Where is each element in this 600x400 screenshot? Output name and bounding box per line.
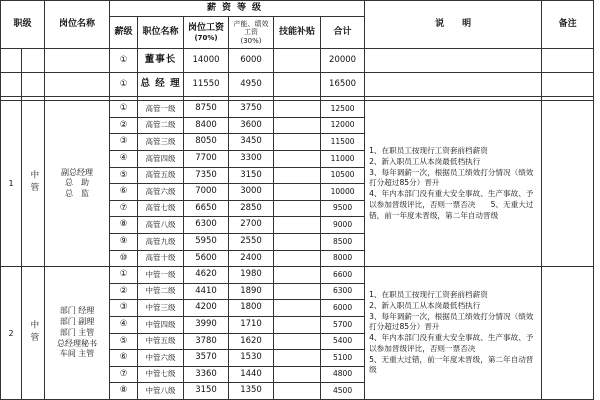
- job-title-cell: 中管三级: [138, 300, 184, 317]
- grade-cell: ①: [110, 49, 138, 73]
- job-title-cell: 高管一级: [138, 101, 184, 118]
- perf-wage-cell: 3750: [229, 101, 274, 118]
- base-wage-cell: 3150: [184, 383, 229, 400]
- grade-cell: ①: [110, 73, 138, 97]
- table-row-chairman: [1, 49, 594, 73]
- description-item: 4、年内本部门没有重大安全事故、生产事故、予以参加晋级评比，否则一票否决 5、无重大过错，前一年度未晋级，第二年自动晋级: [369, 189, 534, 220]
- perf-wage-cell: 1620: [229, 333, 274, 350]
- total-cell: 10000: [321, 184, 365, 201]
- remarks-cell-empty: [542, 49, 594, 73]
- base-wage-cell: 5950: [184, 234, 229, 251]
- perf-wage-label-2: 工资: [244, 28, 259, 37]
- position-cell-empty: [45, 49, 110, 73]
- grade-cell: ⑩: [110, 250, 138, 267]
- total-cell: 20000: [321, 49, 365, 73]
- perf-wage-cell: 1350: [229, 383, 274, 400]
- remarks-cell: [542, 267, 594, 400]
- col-header-position: 岗位名称: [45, 1, 110, 49]
- base-wage-label: 岗位工资: [188, 23, 225, 34]
- grade-cell: ①: [110, 101, 138, 118]
- perf-wage-cell: 6000: [229, 49, 274, 73]
- total-cell: 11500: [321, 134, 365, 151]
- grade-cell: ⑥: [110, 350, 138, 367]
- position-names-cell: [45, 101, 110, 267]
- section-middle-management: [1, 267, 594, 400]
- remarks-cell: [542, 101, 594, 267]
- base-wage-cell: 7700: [184, 151, 229, 168]
- job-title-cell: 高管五级: [138, 167, 184, 184]
- col-header-base-wage: [184, 17, 229, 49]
- job-title-cell: 中管七级: [138, 366, 184, 383]
- level-number-cell: 1: [1, 101, 22, 267]
- skill-allowance-cell: [274, 383, 321, 400]
- description-item: 2、新入职员工从本岗最低档执行: [369, 300, 481, 310]
- job-title-cell: 董事长: [138, 49, 184, 73]
- description-item: 2、新入职员工从本岗最低档执行: [369, 156, 481, 166]
- description-item: 3、每年调薪一次，根据员工绩效打分情况（绩效打分超过85分）晋升: [369, 311, 534, 332]
- skill-allowance-cell: [274, 250, 321, 267]
- job-title-cell: 高管九级: [138, 234, 184, 251]
- grade-cell: ⑨: [110, 234, 138, 251]
- col-header-skill-allowance: 技能补贴: [274, 17, 321, 49]
- total-cell: 6000: [321, 300, 365, 317]
- total-cell: 5100: [321, 350, 365, 367]
- base-wage-cell: 4410: [184, 283, 229, 300]
- perf-wage-cell: 3450: [229, 134, 274, 151]
- category-cell: [22, 267, 45, 400]
- skill-allowance-cell: [274, 267, 321, 284]
- skill-allowance-cell: [274, 134, 321, 151]
- perf-wage-cell: 3150: [229, 167, 274, 184]
- description-item: 1、在职员工按现行工资套前档薪资: [369, 289, 488, 299]
- grade-cell: ⑧: [110, 383, 138, 400]
- col-header-total: 合计: [321, 17, 365, 49]
- position-names-cell: [45, 267, 110, 400]
- total-cell: 8000: [321, 250, 365, 267]
- total-cell: 6300: [321, 283, 365, 300]
- job-title-cell: 高管三级: [138, 134, 184, 151]
- position-name: 总 助: [65, 178, 90, 188]
- total-cell: 16500: [321, 73, 365, 97]
- skill-allowance-cell: [274, 49, 321, 73]
- skill-allowance-cell: [274, 101, 321, 118]
- base-wage-cell: 8750: [184, 101, 229, 118]
- perf-wage-cell: 1980: [229, 267, 274, 284]
- category-cell-empty: [22, 73, 45, 97]
- grade-cell: ⑥: [110, 184, 138, 201]
- base-wage-cell: 3360: [184, 366, 229, 383]
- grade-cell: ③: [110, 134, 138, 151]
- skill-allowance-cell: [274, 317, 321, 334]
- grade-cell: ③: [110, 300, 138, 317]
- grade-cell: ⑦: [110, 200, 138, 217]
- position-name: 部门 副理: [59, 316, 95, 326]
- position-name: 部门 主管: [59, 327, 95, 337]
- total-cell: 11000: [321, 151, 365, 168]
- grade-cell: ②: [110, 283, 138, 300]
- skill-allowance-cell: [274, 73, 321, 97]
- col-header-grade: 薪级: [110, 17, 138, 49]
- total-cell: 9000: [321, 217, 365, 234]
- job-title-cell: 高管七级: [138, 200, 184, 217]
- description-cell: [365, 101, 542, 267]
- position-name: 总经理秘书: [57, 338, 98, 348]
- perf-wage-cell: 2850: [229, 200, 274, 217]
- perf-wage-cell: 4950: [229, 73, 274, 97]
- skill-allowance-cell: [274, 167, 321, 184]
- base-wage-cell: 8050: [184, 134, 229, 151]
- position-name: 副总经理: [61, 167, 94, 177]
- base-wage-percent: (70%): [194, 33, 218, 42]
- position-cell-empty: [45, 73, 110, 97]
- job-title-cell: 高管六级: [138, 184, 184, 201]
- job-title-cell: 高管二级: [138, 117, 184, 134]
- skill-allowance-cell: [274, 350, 321, 367]
- skill-allowance-cell: [274, 283, 321, 300]
- perf-wage-cell: 2700: [229, 217, 274, 234]
- total-cell: 6600: [321, 267, 365, 284]
- perf-wage-cell: 1530: [229, 350, 274, 367]
- salary-grade-title: 薪资等级: [110, 1, 365, 17]
- grade-cell: ⑤: [110, 333, 138, 350]
- skill-allowance-cell: [274, 333, 321, 350]
- level-number-cell: 2: [1, 267, 22, 400]
- job-title-cell: 中管六级: [138, 350, 184, 367]
- perf-wage-cell: 3300: [229, 151, 274, 168]
- base-wage-cell: 7000: [184, 184, 229, 201]
- skill-allowance-cell: [274, 217, 321, 234]
- skill-allowance-cell: [274, 117, 321, 134]
- perf-wage-percent: (30%): [240, 36, 262, 45]
- grade-cell: ④: [110, 317, 138, 334]
- skill-allowance-cell: [274, 234, 321, 251]
- job-title-cell: 高管四级: [138, 151, 184, 168]
- perf-wage-cell: 1440: [229, 366, 274, 383]
- category-label: 中管: [28, 170, 39, 196]
- col-header-remarks: 备注: [542, 1, 594, 49]
- total-cell: 5400: [321, 333, 365, 350]
- level-cell-empty: [1, 73, 22, 97]
- position-name: 部门 经理: [59, 306, 95, 316]
- base-wage-cell: 3780: [184, 333, 229, 350]
- description-cell: [365, 267, 542, 400]
- job-title-cell: 高管八级: [138, 217, 184, 234]
- total-cell: 8500: [321, 234, 365, 251]
- description-cell-empty: [365, 49, 542, 73]
- grade-cell: ⑤: [110, 167, 138, 184]
- job-title-cell: 中管四级: [138, 317, 184, 334]
- job-title-cell: 中管二级: [138, 283, 184, 300]
- description-item: 4、年内本部门没有重大安全事故、生产事故、予以参加晋级评比，否则一票否决: [369, 333, 534, 353]
- grade-cell: ⑧: [110, 217, 138, 234]
- perf-wage-cell: 3000: [229, 184, 274, 201]
- skill-allowance-cell: [274, 200, 321, 217]
- description-item: 3、每年调薪一次，根据员工绩效打分情况（绩效打分超过85分）晋升: [369, 167, 534, 188]
- table-row: [1, 101, 594, 118]
- grade-cell: ①: [110, 267, 138, 284]
- perf-wage-label-1: 产能、绩效: [233, 20, 269, 29]
- category-cell: [22, 101, 45, 267]
- perf-wage-cell: 1800: [229, 300, 274, 317]
- table-row: [1, 267, 594, 284]
- skill-allowance-cell: [274, 184, 321, 201]
- col-header-description: 说 明: [365, 1, 542, 49]
- grade-cell: ⑦: [110, 366, 138, 383]
- description-item: 1、在职员工按现行工资套前档薪资: [369, 146, 488, 156]
- base-wage-cell: 14000: [184, 49, 229, 73]
- perf-wage-cell: 2400: [229, 250, 274, 267]
- base-wage-cell: 6650: [184, 200, 229, 217]
- base-wage-cell: 4620: [184, 267, 229, 284]
- col-header-perf-wage: [229, 17, 274, 49]
- total-cell: 12000: [321, 117, 365, 134]
- base-wage-cell: 8400: [184, 117, 229, 134]
- total-cell: 12500: [321, 101, 365, 118]
- job-title-cell: 中管八级: [138, 383, 184, 400]
- base-wage-cell: 6300: [184, 217, 229, 234]
- col-header-level: 职级: [1, 1, 45, 49]
- perf-wage-cell: 1890: [229, 283, 274, 300]
- position-name: 车间 主管: [59, 349, 95, 359]
- level-cell-empty: [1, 49, 22, 73]
- skill-allowance-cell: [274, 366, 321, 383]
- total-cell: 5700: [321, 317, 365, 334]
- total-cell: 4800: [321, 366, 365, 383]
- perf-wage-cell: 3600: [229, 117, 274, 134]
- perf-wage-cell: 1710: [229, 317, 274, 334]
- base-wage-cell: 5600: [184, 250, 229, 267]
- total-cell: 4500: [321, 383, 365, 400]
- category-label: 中管: [28, 319, 39, 345]
- description-cell-empty: [365, 73, 542, 97]
- category-cell-empty: [22, 49, 45, 73]
- description-item: 5、无重大过错，前一年度未晋级，第二年自动晋级: [369, 354, 534, 375]
- perf-wage-cell: 2550: [229, 234, 274, 251]
- base-wage-cell: 3570: [184, 350, 229, 367]
- table-row-general-manager: [1, 73, 594, 97]
- base-wage-cell: 11550: [184, 73, 229, 97]
- section-senior-management: [1, 101, 594, 267]
- grade-cell: ②: [110, 117, 138, 134]
- col-header-job-title: 职位名称: [138, 17, 184, 49]
- grade-cell: ④: [110, 151, 138, 168]
- remarks-cell-empty: [542, 73, 594, 97]
- job-title-cell: 高管十级: [138, 250, 184, 267]
- base-wage-cell: 7350: [184, 167, 229, 184]
- total-cell: 9500: [321, 200, 365, 217]
- base-wage-cell: 3990: [184, 317, 229, 334]
- total-cell: 10500: [321, 167, 365, 184]
- job-title-cell: 总 经 理: [138, 73, 184, 97]
- base-wage-cell: 4200: [184, 300, 229, 317]
- job-title-cell: 中管五级: [138, 333, 184, 350]
- position-name: 总 监: [65, 189, 90, 199]
- skill-allowance-cell: [274, 151, 321, 168]
- job-title-cell: 中管一级: [138, 267, 184, 284]
- skill-allowance-cell: [274, 300, 321, 317]
